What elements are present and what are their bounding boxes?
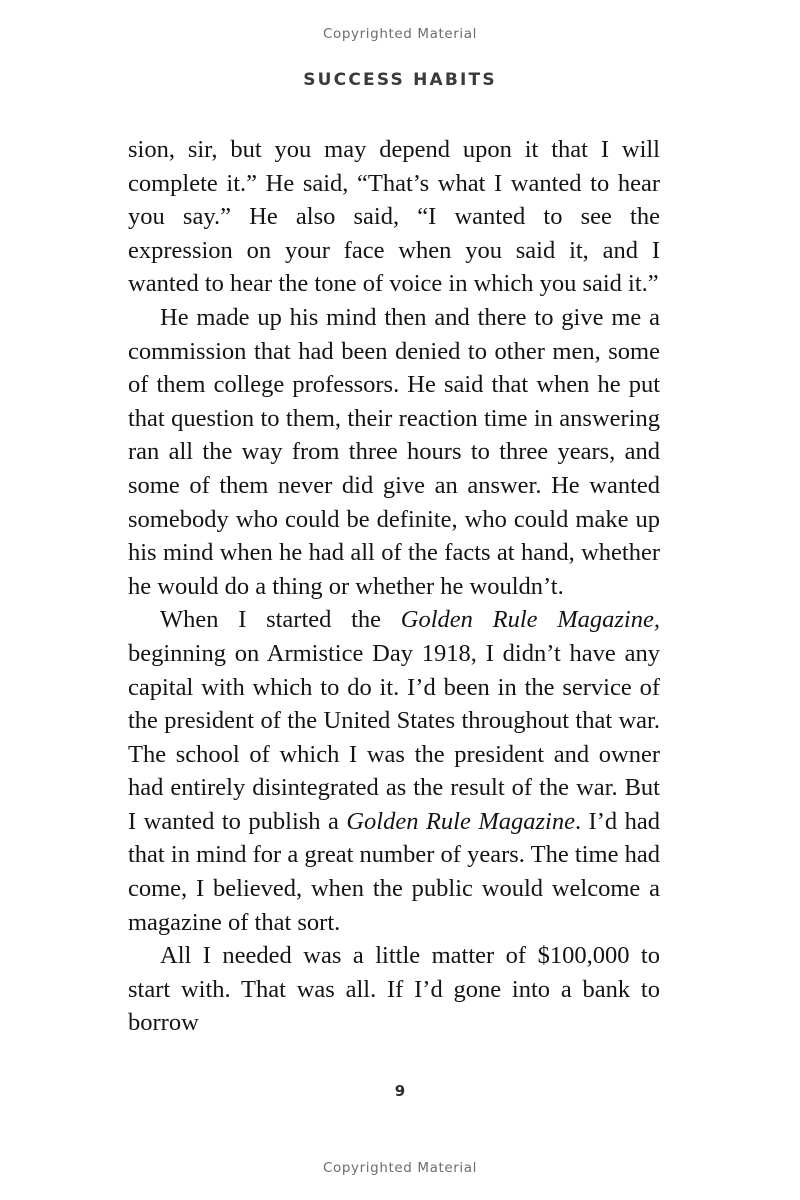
text-run: When I started the — [160, 606, 401, 634]
copyright-notice-top: Copyrighted Material — [323, 26, 477, 42]
text-run: sion, sir, but you may depend upon it that I will complete it.” He said, “That’s what I wanted to hear you say.” He also said, “I wanted to see the expression on your face when you said it, and I wanted to hear the tone of voice in which you said it.” — [128, 136, 660, 298]
text-run: beginning on Armistice Day 1918, I didn’t have any capital with which to do it. I’d been in the service of the president of the United States throughout that war. The school of which I was the president and owner had entirely disintegrated as the result of the war. But I wanted to publish a — [128, 639, 660, 835]
paragraph — [128, 939, 660, 1040]
paragraph — [128, 301, 660, 603]
running-head-title: SUCCESS HABITS — [303, 70, 497, 90]
italic-title: Golden Rule Magazine — [346, 807, 575, 835]
copyright-notice-bottom: Copyrighted Material — [323, 1160, 477, 1176]
text-run: He made up his mind then and there to give me a commission that had been denied to other men, some of them college professors. He said that when he put that question to them, their reaction time in answering ran all the way from three hours to three years, and some of them never did give an answer. He wanted somebody who could be definite, who could make up his mind when he had all of the facts at hand, whether he would do a thing or whether he wouldn’t. — [128, 303, 660, 600]
page-number: 9 — [394, 1082, 406, 1100]
paragraph — [128, 603, 660, 939]
text-run: . I’d had that in mind for a great number of years. The time had come, I believed, when the public would welcome a magazine of that sort. — [128, 807, 660, 936]
italic-title: Golden Rule Magazine, — [400, 606, 660, 634]
text-run: All I needed was a little matter of $100,000 to start with. That was all. If I’d gone into a bank to borrow — [128, 942, 660, 1037]
body-text — [128, 133, 660, 1040]
paragraph — [128, 133, 660, 301]
